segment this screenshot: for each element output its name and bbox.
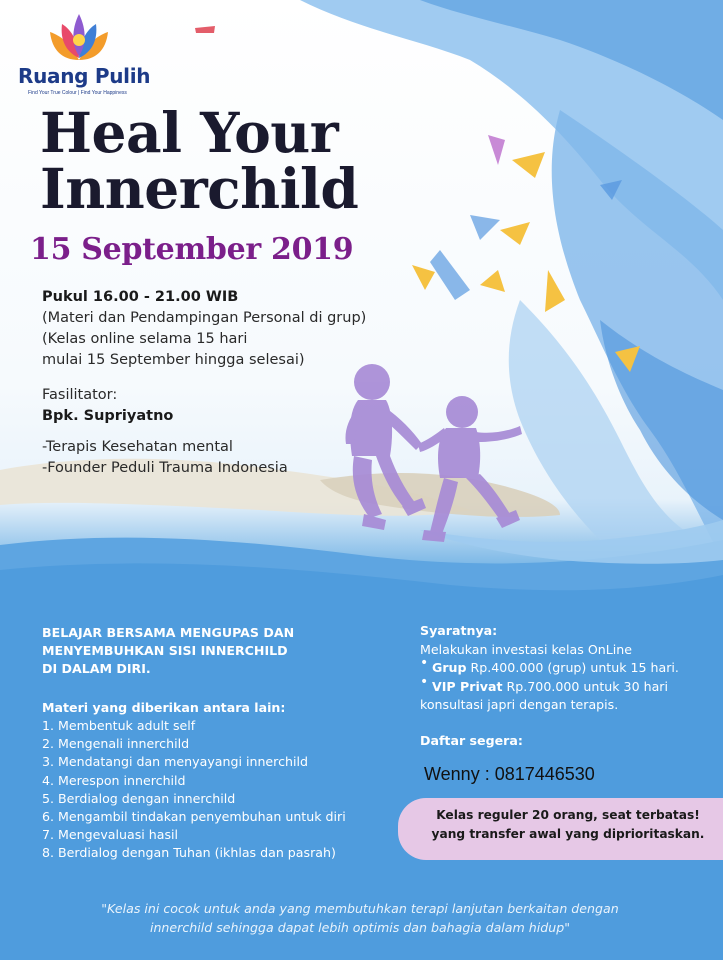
event-title [40,100,540,221]
facilitator-name: Bpk. Supriyatno [42,408,174,424]
event-date: 15 September 2019 [30,232,354,267]
requirements-title: Syaratnya: [420,623,498,638]
list-item: 5. Berdialog dengan innerchild [42,790,236,806]
note-line: Kelas reguler 20 orang, seat terbatas! [436,808,700,822]
facilitator-role: -Founder Peduli Trauma Indonesia [42,460,288,476]
materi-title: Materi yang diberikan antara lain: [42,700,286,715]
quote-line: "Kelas ini cocok untuk anda yang membutuhkan terapi lanjutan berkaitan dengan [101,901,619,916]
closing-quote [60,900,660,937]
register-contact: Wenny : 0817446530 [424,764,595,784]
learn-heading-line: MENYEMBUHKAN SISI INNERCHILD [42,643,288,658]
brand-tagline: Find Your True Colour | Find Your Happiness [28,90,127,96]
running-children-illustration [330,360,540,550]
event-detail: (Materi dan Pendampingan Personal di grup) [42,310,367,326]
list-item: 2. Mengenali innerchild [42,736,190,752]
event-detail: (Kelas online selama 15 hari [42,331,248,347]
quote-line: innerchild sehingga dapat lebih optimis dan bahagia dalam hidup" [149,919,571,935]
learn-heading-line: DI DALAM DIRI. [42,661,151,676]
register-title: Daftar segera: [420,733,523,748]
list-item: 7. Mengevaluasi hasil [42,827,179,843]
grup-label: Grup [432,660,467,675]
requirements-intro: Melakukan investasi kelas OnLine [420,641,632,657]
requirements [420,622,710,715]
facilitator-label: Fasilitator: [42,387,118,403]
grup-text: Rp.400.000 (grup) untuk 15 hari. [466,660,679,675]
lotus-logo-icon [48,12,110,64]
vip-text: Rp.700.000 untuk 30 hari [502,678,668,694]
brand-name: Ruang Pulih [18,64,151,88]
list-item: 4. Merespon innerchild [42,772,186,788]
title-line-2: Innerchild [40,156,359,221]
list-item: 6. Mengambil tindakan penyembuhan untuk diri [42,809,346,825]
facilitator-role: -Terapis Kesehatan mental [42,439,233,455]
list-item: 8. Berdialog dengan Tuhan (ikhlas dan pasrah) [42,845,336,861]
materi-list [42,717,392,863]
vip-price [420,678,710,697]
learn-heading [42,624,382,678]
list-item: 1. Membentuk adult self [42,718,196,733]
title-line-1: Heal Your [40,100,339,165]
grup-price [420,659,710,678]
event-detail: mulai 15 September hingga selesai) [42,352,305,368]
note-line: yang transfer awal yang diprioritaskan. [431,826,705,841]
note-text [418,806,718,843]
event-time: Pukul 16.00 - 21.00 WIB [42,289,239,305]
learn-heading-line: BELAJAR BERSAMA MENGUPAS DAN [42,625,295,640]
list-item: 3. Mendatangi dan menyayangi innerchild [42,754,308,770]
vip-label: VIP Privat [432,678,503,694]
vip-text-2: konsultasi japri dengan terapis. [420,697,619,712]
